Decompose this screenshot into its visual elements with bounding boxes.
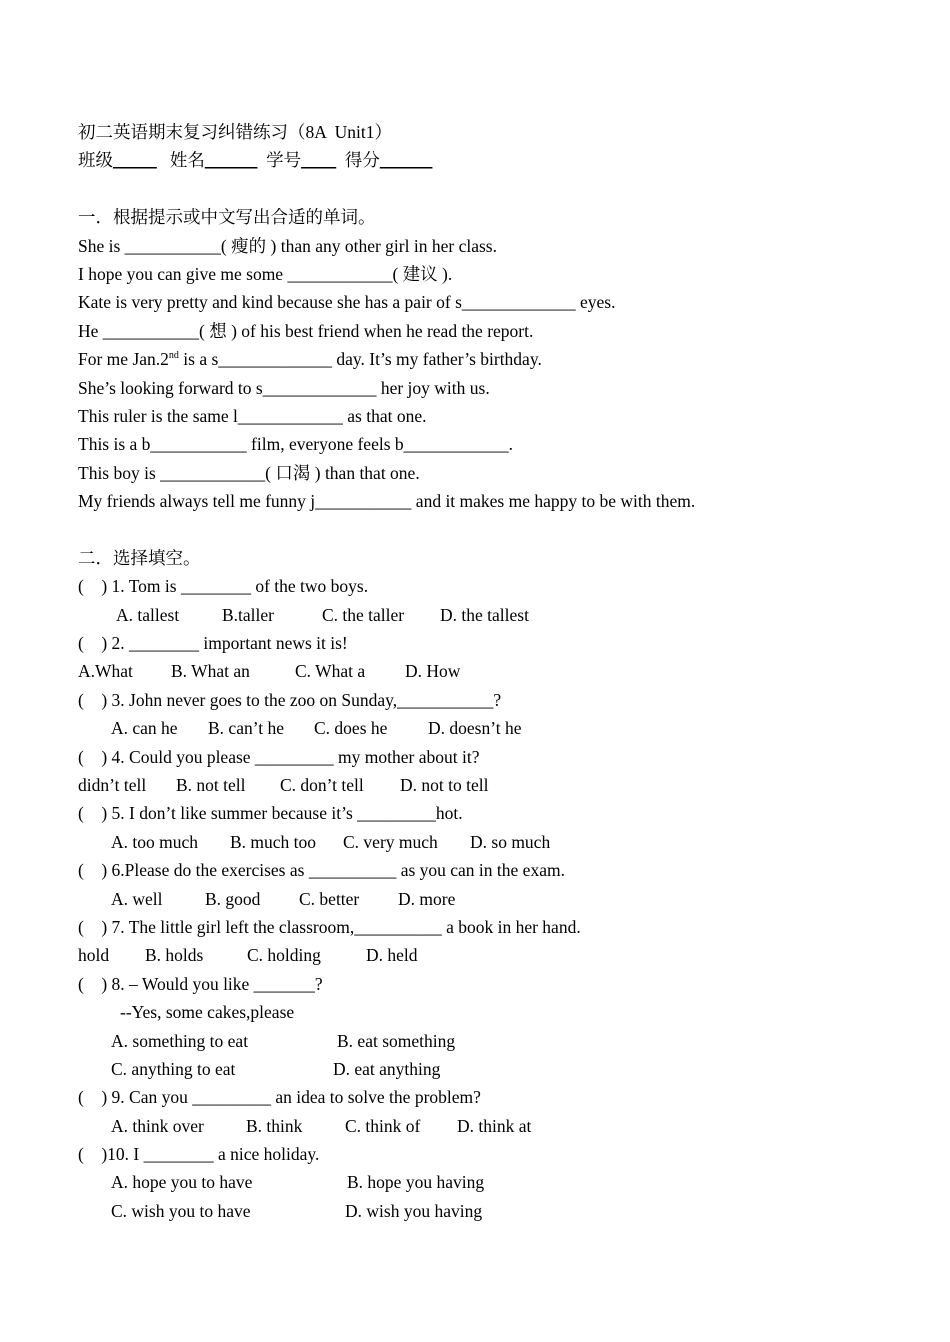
item-text: For me Jan.2 (78, 349, 169, 370)
score-blank: ______ (379, 150, 433, 171)
name-blank: ______ (204, 150, 258, 171)
option: B. What an (171, 661, 250, 682)
question-10: ( )10. I ________ a nice holiday. (78, 1144, 320, 1165)
option: D. think at (457, 1115, 532, 1136)
options-5 (78, 828, 898, 856)
option: D. How (405, 661, 461, 682)
option: C. anything to eat (111, 1058, 236, 1079)
option: C. the taller (322, 604, 405, 625)
option: B. hope you having (347, 1172, 485, 1193)
options-3 (78, 714, 898, 742)
option: A. can he (111, 718, 178, 739)
section1-item: This boy is ____________( 口渴 ) than that one. (78, 462, 420, 483)
option: D. doesn’t he (428, 718, 522, 739)
spacer (78, 175, 898, 203)
options-7 (78, 941, 898, 969)
option: D. the tallest (440, 604, 529, 625)
options-2 (78, 657, 898, 685)
name-label: 姓名 (169, 150, 205, 171)
option: C. better (299, 888, 360, 909)
option: B. can’t he (208, 718, 284, 739)
score-label: 得分 (344, 150, 380, 171)
option: D. more (398, 888, 456, 909)
question-1: ( ) 1. Tom is ________ of the two boys. (78, 576, 369, 597)
ordinal-suffix: nd (168, 350, 179, 362)
options-8a (78, 1027, 898, 1055)
option: D. so much (470, 831, 551, 852)
option: D. not to tell (400, 774, 489, 795)
option: didn’t tell (78, 774, 147, 795)
options-10b (78, 1197, 898, 1225)
option: B. much too (230, 831, 317, 852)
section1-item: My friends always tell me funny j___________ and it makes me happy to be with them. (78, 491, 696, 512)
student-info-row (78, 146, 898, 174)
options-8b (78, 1055, 898, 1083)
option: B. eat something (337, 1030, 456, 1051)
option: D. eat anything (333, 1058, 441, 1079)
option: B. holds (145, 945, 204, 966)
option: C. very much (343, 831, 438, 852)
spacer (78, 515, 898, 543)
option: C. think of (345, 1115, 421, 1136)
id-label: 学号 (266, 150, 302, 171)
option: A. well (111, 888, 163, 909)
option: B. think (246, 1115, 303, 1136)
options-1 (78, 601, 898, 629)
options-6 (78, 885, 898, 913)
option: B. not tell (176, 774, 246, 795)
worksheet-title: 初二英语期末复习纠错练习（8A Unit1） (78, 122, 393, 142)
section1-item: She’s looking forward to s_____________ her joy with us. (78, 377, 490, 398)
option: B.taller (222, 604, 274, 625)
option: A. too much (111, 831, 199, 852)
question-6: ( ) 6.Please do the exercises as __________ as you can in the exam. (78, 860, 565, 881)
section1-item: Kate is very pretty and kind because she has a pair of s_____________ eyes. (78, 292, 616, 313)
question-2: ( ) 2. ________ important news it is! (78, 633, 348, 654)
question-4: ( ) 4. Could you please _________ my mother about it? (78, 746, 480, 767)
item-text: is a s_____________ day. It’s my father’s birthday. (178, 349, 542, 370)
question-3: ( ) 3. John never goes to the zoo on Sunday,___________? (78, 689, 502, 710)
section1-item: This ruler is the same l____________ as that one. (78, 405, 427, 426)
worksheet (78, 118, 898, 1225)
option: D. wish you having (345, 1200, 483, 1221)
section1-item: He ___________( 想 ) of his best friend when he read the report. (78, 320, 534, 341)
section1-item: This is a b___________ film, everyone feels b____________. (78, 434, 514, 455)
section1-heading: 一．根据提示或中文写出合适的单词。 (78, 207, 376, 228)
options-4 (78, 771, 898, 799)
option: C. don’t tell (280, 774, 364, 795)
option: A. tallest (116, 604, 180, 625)
question-7: ( ) 7. The little girl left the classroom,__________ a book in her hand. (78, 916, 581, 937)
option: C. What a (295, 661, 366, 682)
id-blank: ____ (301, 150, 337, 171)
question-5: ( ) 5. I don’t like summer because it’s _________hot. (78, 803, 463, 824)
option: C. does he (314, 718, 388, 739)
option: C. holding (247, 945, 321, 966)
option: C. wish you to have (111, 1200, 251, 1221)
question-8-reply: --Yes, some cakes,please (120, 1002, 295, 1023)
option: A. hope you to have (111, 1172, 253, 1193)
section1-item: She is ___________( 瘦的 ) than any other girl in her class. (78, 235, 497, 256)
option: A. think over (111, 1115, 204, 1136)
option: B. good (205, 888, 261, 909)
section1-item: I hope you can give me some ____________( 建议 ). (78, 263, 453, 284)
section1-item (78, 345, 898, 373)
class-label: 班级 (78, 150, 113, 171)
option: A.What (78, 661, 133, 682)
option: hold (78, 945, 110, 966)
options-10a (78, 1168, 898, 1196)
option: A. something to eat (111, 1030, 249, 1051)
question-8: ( ) 8. – Would you like _______? (78, 973, 323, 994)
class-blank: _____ (113, 150, 157, 171)
option: D. held (366, 945, 418, 966)
section2-heading: 二．选择填空。 (78, 547, 201, 568)
options-9 (78, 1112, 898, 1140)
question-9: ( ) 9. Can you _________ an idea to solve the problem? (78, 1087, 481, 1108)
